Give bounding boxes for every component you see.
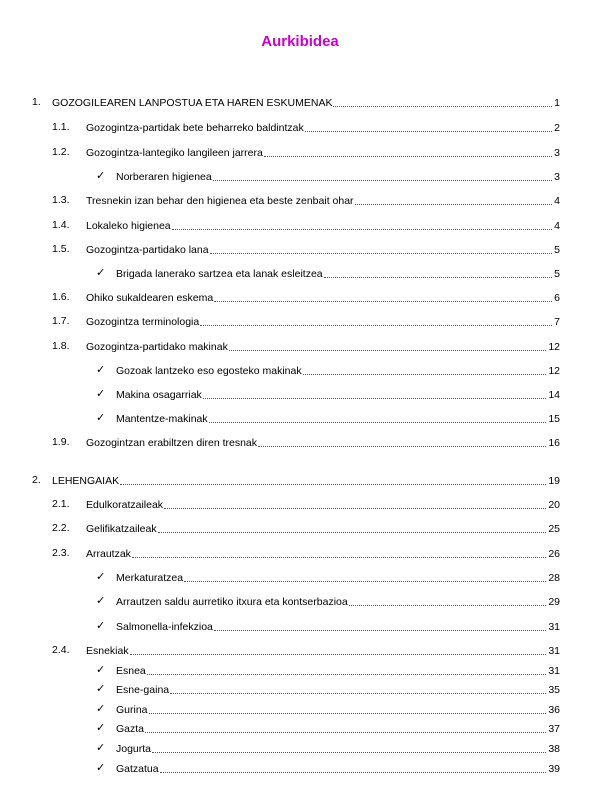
toc-entry-label: Gazta bbox=[116, 723, 145, 735]
toc-entry-number: 1. bbox=[32, 96, 41, 108]
dot-leader bbox=[305, 131, 552, 132]
toc-entry[interactable] bbox=[116, 266, 560, 280]
dot-leader bbox=[149, 713, 547, 714]
dot-leader bbox=[333, 106, 552, 107]
toc-entry-page: 14 bbox=[548, 389, 560, 401]
dot-leader bbox=[170, 693, 546, 694]
toc-entry-page: 7 bbox=[554, 316, 560, 328]
dot-leader bbox=[264, 156, 552, 157]
dot-leader bbox=[184, 581, 546, 582]
toc-entry[interactable] bbox=[116, 570, 560, 584]
toc-entry-page: 3 bbox=[554, 147, 560, 159]
toc-entry-label: Gatzatua bbox=[116, 763, 159, 775]
toc-entry-number: 1.2. bbox=[52, 146, 70, 158]
toc-entry-page: 15 bbox=[548, 413, 560, 425]
toc-entry-label: Makina osagarriak bbox=[116, 389, 202, 401]
toc-entry-page: 12 bbox=[548, 365, 560, 377]
toc-entry-label: Arrautzen saldu aurretiko itxura eta kontserbazioa bbox=[116, 596, 348, 608]
dot-leader bbox=[229, 350, 546, 351]
toc-entry-page: 6 bbox=[554, 292, 560, 304]
toc-entry-label: LEHENGAIAK bbox=[52, 475, 120, 487]
toc-entry[interactable] bbox=[86, 242, 560, 256]
toc-entry-page: 4 bbox=[554, 220, 560, 232]
dot-leader bbox=[147, 674, 547, 675]
toc-entry-label: Gozogintza-partidako lana bbox=[86, 244, 209, 256]
toc-entry[interactable] bbox=[116, 387, 560, 401]
toc-entry-page: 1 bbox=[554, 97, 560, 109]
toc-entry-page: 26 bbox=[548, 548, 560, 560]
dot-leader bbox=[324, 277, 553, 278]
toc-entry-number: 2.2. bbox=[52, 522, 70, 534]
toc-entry-number: 1.5. bbox=[52, 243, 70, 255]
toc-entry-label: Gozoak lantzeko eso egosteko makinak bbox=[116, 365, 302, 377]
toc-entry-number: 1.8. bbox=[52, 340, 70, 352]
toc-entry-page: 16 bbox=[548, 437, 560, 449]
toc-entry-page: 37 bbox=[548, 723, 560, 735]
toc-entry[interactable] bbox=[116, 619, 560, 633]
dot-leader bbox=[258, 446, 546, 447]
toc-entry[interactable] bbox=[86, 521, 560, 535]
toc-entry-page: 19 bbox=[548, 475, 560, 487]
toc-entry-label: Merkaturatzea bbox=[116, 572, 184, 584]
toc-entry-label: Gozogintza terminologia bbox=[86, 316, 200, 328]
toc-entry-label: Gozogintzan erabiltzen diren tresnak bbox=[86, 437, 258, 449]
toc-entry-label: Gelifikatzaileak bbox=[86, 523, 157, 535]
toc-entry[interactable] bbox=[86, 193, 560, 207]
toc-entry-number: 1.6. bbox=[52, 291, 70, 303]
toc-entry-number: 1.3. bbox=[52, 194, 70, 206]
toc-entry-page: 5 bbox=[554, 244, 560, 256]
toc-entry-number: 1.4. bbox=[52, 219, 70, 231]
toc-entry[interactable] bbox=[116, 411, 560, 425]
dot-leader bbox=[164, 508, 546, 509]
toc-entry-page: 4 bbox=[554, 195, 560, 207]
toc-entry[interactable] bbox=[116, 761, 560, 775]
toc-entry-page: 5 bbox=[554, 268, 560, 280]
checkmark-icon: ✓ bbox=[96, 170, 106, 182]
toc-entry[interactable] bbox=[52, 473, 560, 487]
toc-entry[interactable] bbox=[86, 435, 560, 449]
toc-entry-page: 28 bbox=[548, 572, 560, 584]
toc-entry[interactable] bbox=[86, 339, 560, 353]
toc-entry-page: 38 bbox=[548, 743, 560, 755]
toc-entry-number: 2.1. bbox=[52, 498, 70, 510]
checkmark-icon: ✓ bbox=[96, 364, 106, 376]
dot-leader bbox=[349, 605, 547, 606]
checkmark-icon: ✓ bbox=[96, 388, 106, 400]
dot-leader bbox=[214, 630, 546, 631]
checkmark-icon: ✓ bbox=[96, 267, 106, 279]
toc-entry[interactable] bbox=[86, 218, 560, 232]
toc-entry[interactable] bbox=[116, 682, 560, 696]
toc-entry[interactable] bbox=[116, 741, 560, 755]
toc-entry[interactable] bbox=[86, 643, 560, 657]
toc-entry[interactable] bbox=[116, 663, 560, 677]
toc-entry[interactable] bbox=[86, 290, 560, 304]
toc-entry[interactable] bbox=[86, 145, 560, 159]
checkmark-icon: ✓ bbox=[96, 762, 106, 774]
toc-entry[interactable] bbox=[86, 546, 560, 560]
toc-entry[interactable] bbox=[116, 721, 560, 735]
toc-entry-label: Tresnekin izan behar den higienea eta beste zenbait ohar bbox=[86, 195, 354, 207]
toc-entry-label: Gozogintza-partidak bete beharreko baldintzak bbox=[86, 122, 304, 134]
dot-leader bbox=[214, 301, 552, 302]
dot-leader bbox=[203, 398, 547, 399]
toc-entry-label: Lokaleko higienea bbox=[86, 220, 171, 232]
toc-entry[interactable] bbox=[116, 594, 560, 608]
checkmark-icon: ✓ bbox=[96, 620, 106, 632]
toc-entry-label: Esne-gaina bbox=[116, 684, 170, 696]
dot-leader bbox=[132, 557, 546, 558]
checkmark-icon: ✓ bbox=[96, 595, 106, 607]
toc-entry-number: 1.1. bbox=[52, 121, 70, 133]
toc-entry-label: Gozogintza-partidako makinak bbox=[86, 341, 228, 353]
dot-leader bbox=[210, 253, 553, 254]
toc-entry-label: Arrautzak bbox=[86, 548, 131, 560]
checkmark-icon: ✓ bbox=[96, 571, 106, 583]
dot-leader bbox=[158, 532, 547, 533]
toc-entry-number: 2. bbox=[32, 474, 41, 486]
checkmark-icon: ✓ bbox=[96, 664, 106, 676]
toc-entry-label: GOZOGILEAREN LANPOSTUA ETA HAREN ESKUMENAK bbox=[52, 97, 333, 109]
dot-leader bbox=[213, 180, 552, 181]
dot-leader bbox=[209, 422, 547, 423]
toc-entry-label: Gozogintza-lantegiko langileen jarrera bbox=[86, 147, 263, 159]
toc-entry-page: 3 bbox=[554, 171, 560, 183]
toc-entry[interactable] bbox=[116, 702, 560, 716]
toc-entry-label: Esnea bbox=[116, 665, 146, 677]
toc-entry-number: 2.3. bbox=[52, 547, 70, 559]
toc-entry-number: 2.4. bbox=[52, 644, 70, 656]
checkmark-icon: ✓ bbox=[96, 722, 106, 734]
toc-entry-page: 31 bbox=[548, 645, 560, 657]
checkmark-icon: ✓ bbox=[96, 742, 106, 754]
page-title: Aurkibidea bbox=[261, 33, 339, 50]
toc-entry-page: 36 bbox=[548, 704, 560, 716]
toc-entry[interactable] bbox=[86, 497, 560, 511]
dot-leader bbox=[152, 752, 546, 753]
dot-leader bbox=[120, 484, 546, 485]
toc-entry-page: 20 bbox=[548, 499, 560, 511]
dot-leader bbox=[172, 229, 553, 230]
dot-leader bbox=[145, 732, 546, 733]
toc-entry[interactable] bbox=[116, 169, 560, 183]
toc-entry-label: Jogurta bbox=[116, 743, 152, 755]
toc-entry-label: Mantentze-makinak bbox=[116, 413, 208, 425]
toc-entry[interactable] bbox=[116, 363, 560, 377]
dot-leader bbox=[160, 772, 547, 773]
toc-entry-page: 31 bbox=[548, 621, 560, 633]
toc-entry-label: Edulkoratzaileak bbox=[86, 499, 164, 511]
toc-entry[interactable] bbox=[86, 120, 560, 134]
toc-entry-page: 25 bbox=[548, 523, 560, 535]
toc-entry-page: 29 bbox=[548, 596, 560, 608]
toc-entry-label: Gurina bbox=[116, 704, 148, 716]
toc-entry-label: Esnekiak bbox=[86, 645, 129, 657]
checkmark-icon: ✓ bbox=[96, 703, 106, 715]
toc-entry-number: 1.9. bbox=[52, 436, 70, 448]
toc-entry-page: 35 bbox=[548, 684, 560, 696]
dot-leader bbox=[303, 374, 547, 375]
toc-entry-page: 39 bbox=[548, 763, 560, 775]
dot-leader bbox=[130, 654, 547, 655]
toc-entry[interactable] bbox=[52, 95, 560, 109]
toc-entry-number: 1.7. bbox=[52, 315, 70, 327]
toc-entry-label: Brigada lanerako sartzea eta lanak esleitzea bbox=[116, 268, 323, 280]
toc-entry[interactable] bbox=[86, 314, 560, 328]
checkmark-icon: ✓ bbox=[96, 412, 106, 424]
toc-entry-page: 2 bbox=[554, 122, 560, 134]
toc-entry-label: Salmonella-infekzioa bbox=[116, 621, 213, 633]
toc-entry-label: Ohiko sukaldearen eskema bbox=[86, 292, 214, 304]
toc-entry-label: Norberaren higienea bbox=[116, 171, 212, 183]
dot-leader bbox=[200, 325, 552, 326]
dot-leader bbox=[355, 204, 553, 205]
toc-entry-page: 31 bbox=[548, 665, 560, 677]
checkmark-icon: ✓ bbox=[96, 683, 106, 695]
toc-entry-page: 12 bbox=[548, 341, 560, 353]
